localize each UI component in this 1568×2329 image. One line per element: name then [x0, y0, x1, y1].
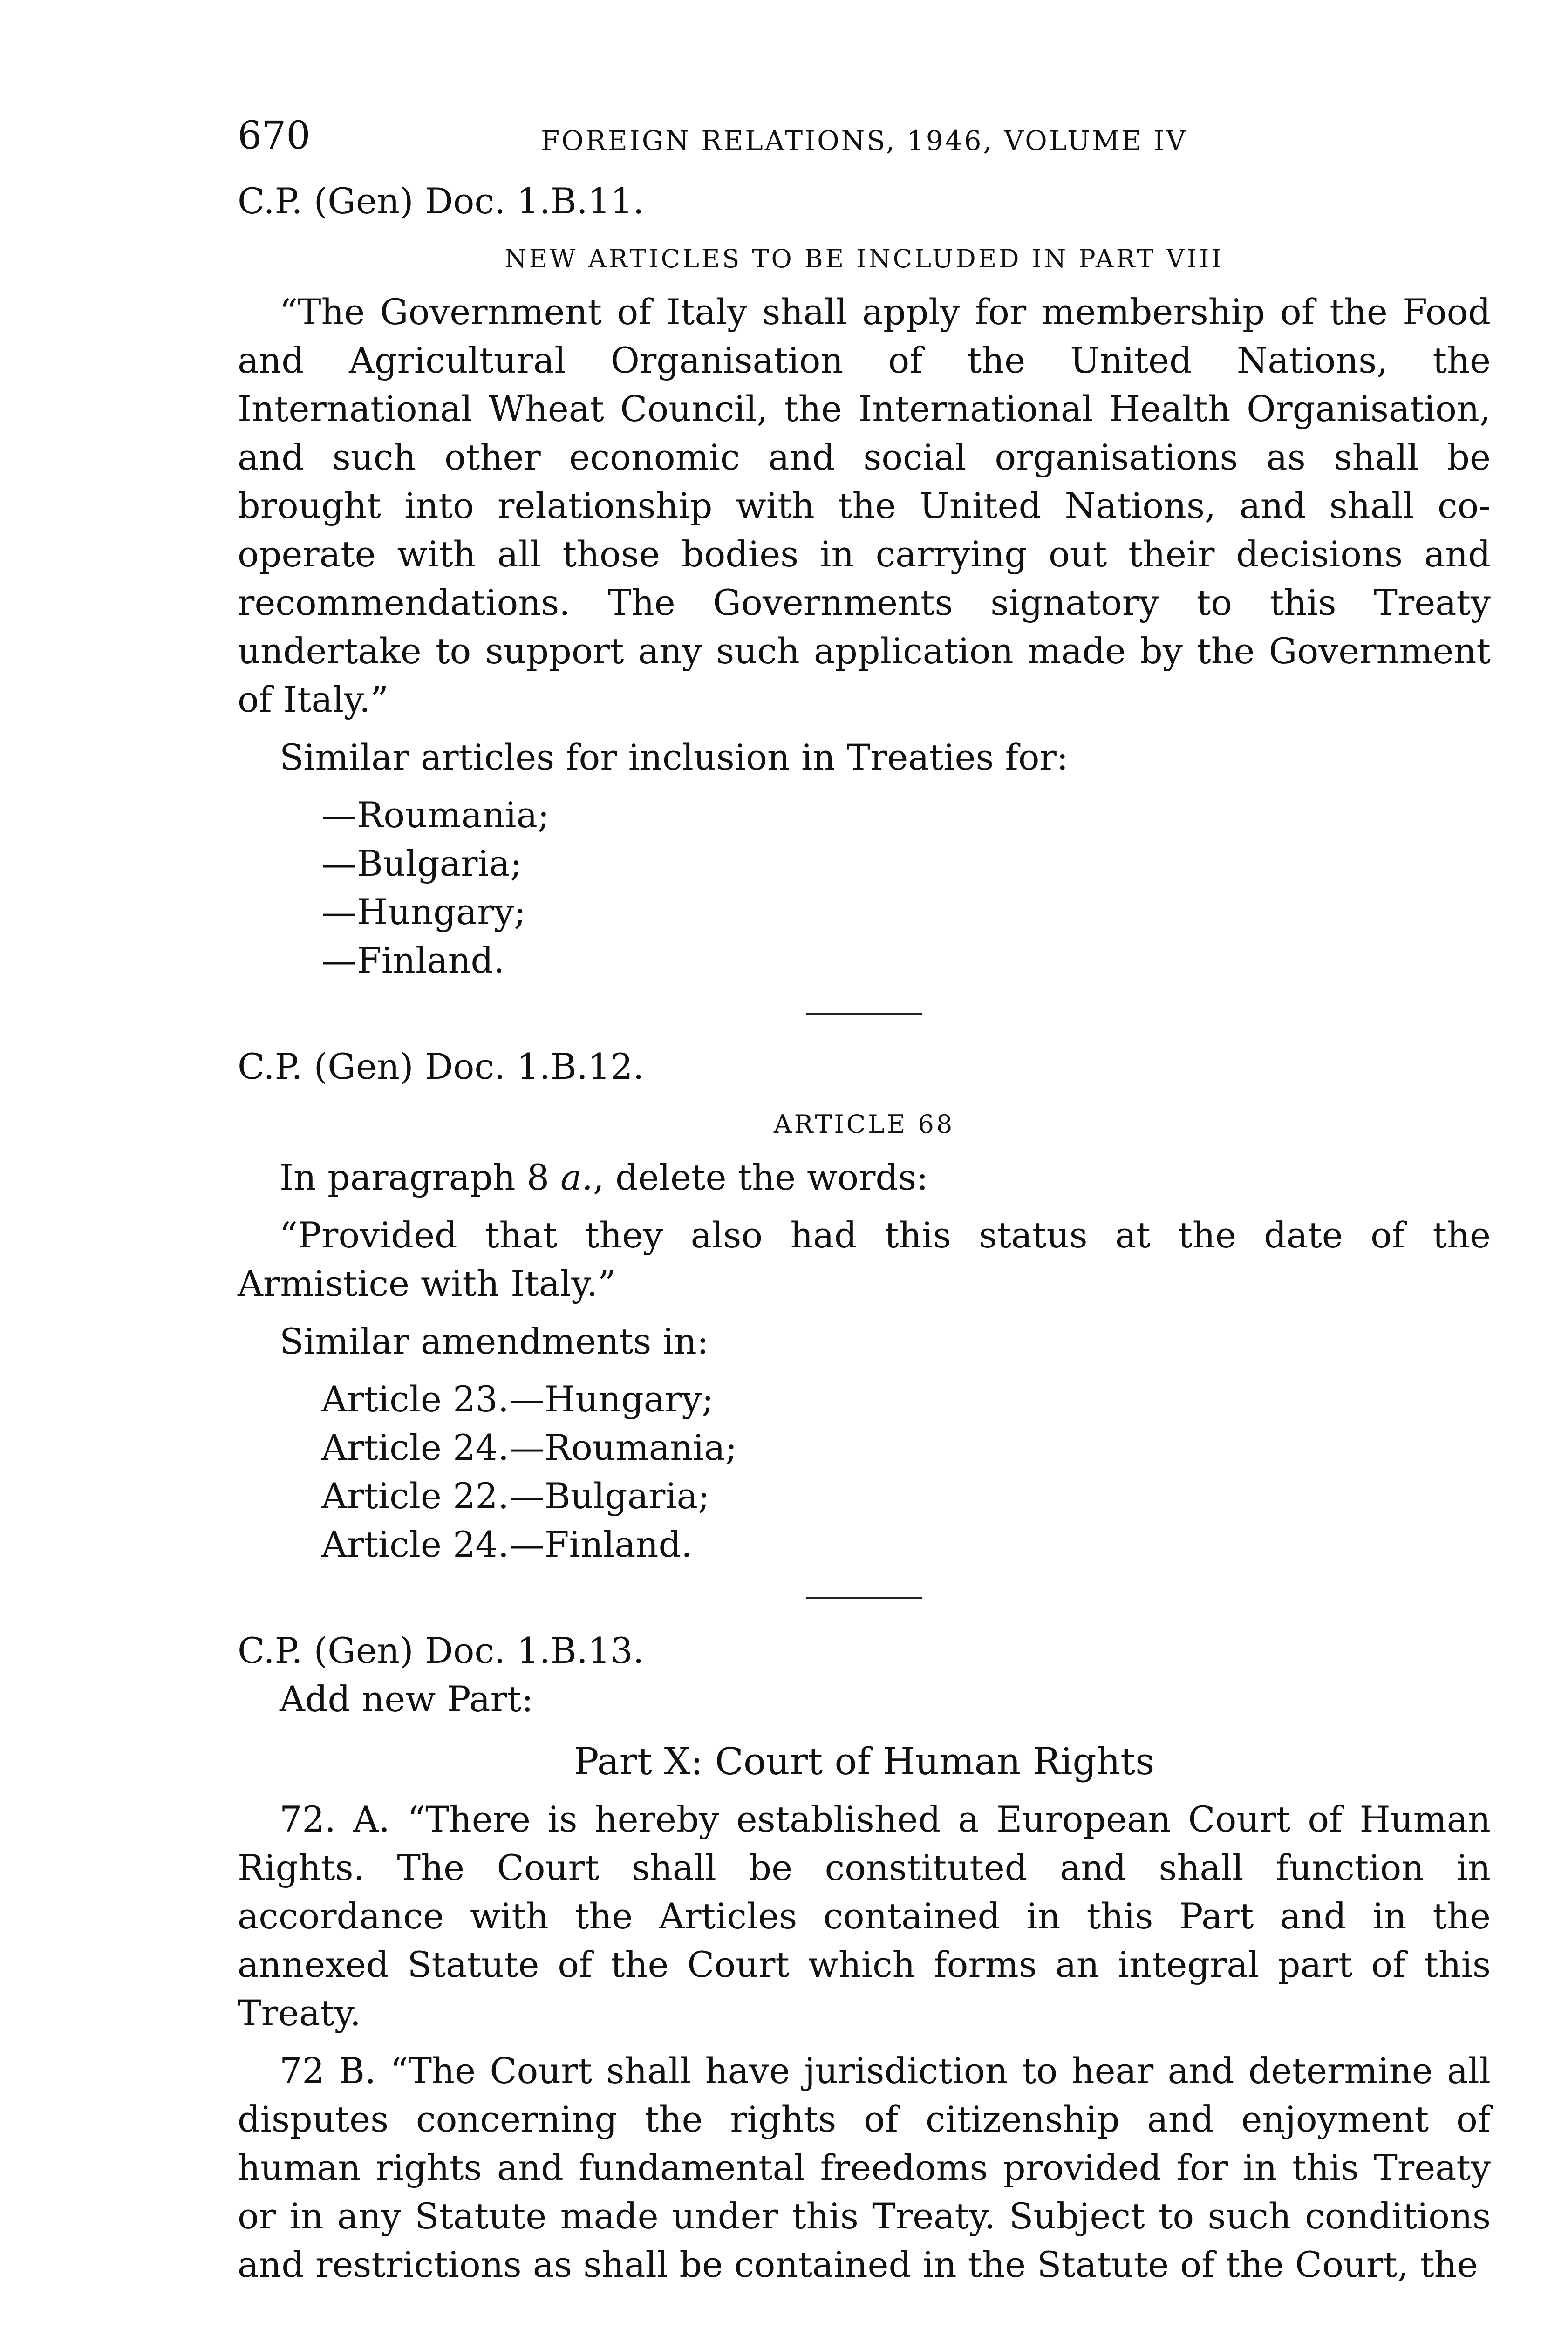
- section-divider: [806, 1013, 922, 1015]
- list-item: —Finland.: [321, 940, 505, 981]
- similar-amendments-intro: Similar amendments in:: [280, 1321, 709, 1362]
- instruction-italic: a.: [560, 1157, 593, 1198]
- doc-ref-1b13: C.P. (Gen) Doc. 1.B.13.: [238, 1630, 644, 1671]
- paragraph-72b: 72 B. “The Court shall have jurisdiction to hear and determine all disputes concerning the rights of citizenship and enjoyment of human rights and fundamental freedoms provided for in this Treaty or in any Statute made under this Treaty. Subject to such conditions and restrictions as shall be contained in the Statute of the Court, the: [238, 2050, 1491, 2285]
- list-item: —Hungary;: [321, 891, 526, 933]
- amendment-list: [238, 1375, 1491, 1569]
- running-title: FOREIGN RELATIONS, 1946, VOLUME IV: [541, 125, 1187, 157]
- delete-words-instruction: [238, 1153, 1491, 1202]
- instruction-prefix: In paragraph 8: [280, 1157, 561, 1198]
- running-head: [238, 112, 1491, 163]
- similar-articles-intro: Similar articles for inclusion in Treaties for:: [280, 736, 1069, 778]
- list-item: —Bulgaria;: [321, 843, 522, 884]
- italy-membership-paragraph: “The Government of Italy shall apply for membership of the Food and Agricultural Organisation of the United Nations, the International Wheat Council, the International Health Organisation, and such other economic and social organisations as shall be brought into relationship with the United Nations, and shall co-operate with all those bodies in carrying out their decisions and recommendations. The Governments signatory to this Treaty undertake to support any such application made by the Government of Italy.”: [238, 291, 1491, 720]
- list-item: Article 24.—Roumania;: [321, 1427, 737, 1468]
- paragraph-72a: 72. A. “There is hereby established a European Court of Human Rights. The Court shall be constituted and shall function in accordance with the Articles contained in this Part and in the annexed Statute of the Court which forms an integral part of this Treaty.: [238, 1798, 1491, 2034]
- add-new-part: Add new Part:: [280, 1678, 533, 1720]
- list-item: —Roumania;: [321, 794, 550, 836]
- doc-ref-1b11: C.P. (Gen) Doc. 1.B.11.: [238, 180, 644, 222]
- armistice-quote: “Provided that they also had this status at the date of the Armistice with Italy.”: [238, 1214, 1491, 1304]
- list-item: Article 23.—Hungary;: [321, 1378, 714, 1420]
- part-title: Part X: Court of Human Rights: [573, 1740, 1155, 1783]
- section-divider: [806, 1597, 922, 1599]
- instruction-suffix: , delete the words:: [593, 1157, 928, 1198]
- list-item: Article 22.—Bulgaria;: [321, 1475, 710, 1517]
- list-item: Article 24.—Finland.: [321, 1524, 693, 1565]
- section-heading-new-articles: NEW ARTICLES TO BE INCLUDED IN PART VIII: [504, 244, 1224, 273]
- section-heading-article-68: ARTICLE 68: [773, 1110, 955, 1139]
- doc-ref-1b12: C.P. (Gen) Doc. 1.B.12.: [238, 1046, 644, 1087]
- treaty-country-list: [238, 791, 1491, 985]
- page-number: 670: [238, 114, 311, 158]
- document-page: [238, 112, 1491, 2298]
